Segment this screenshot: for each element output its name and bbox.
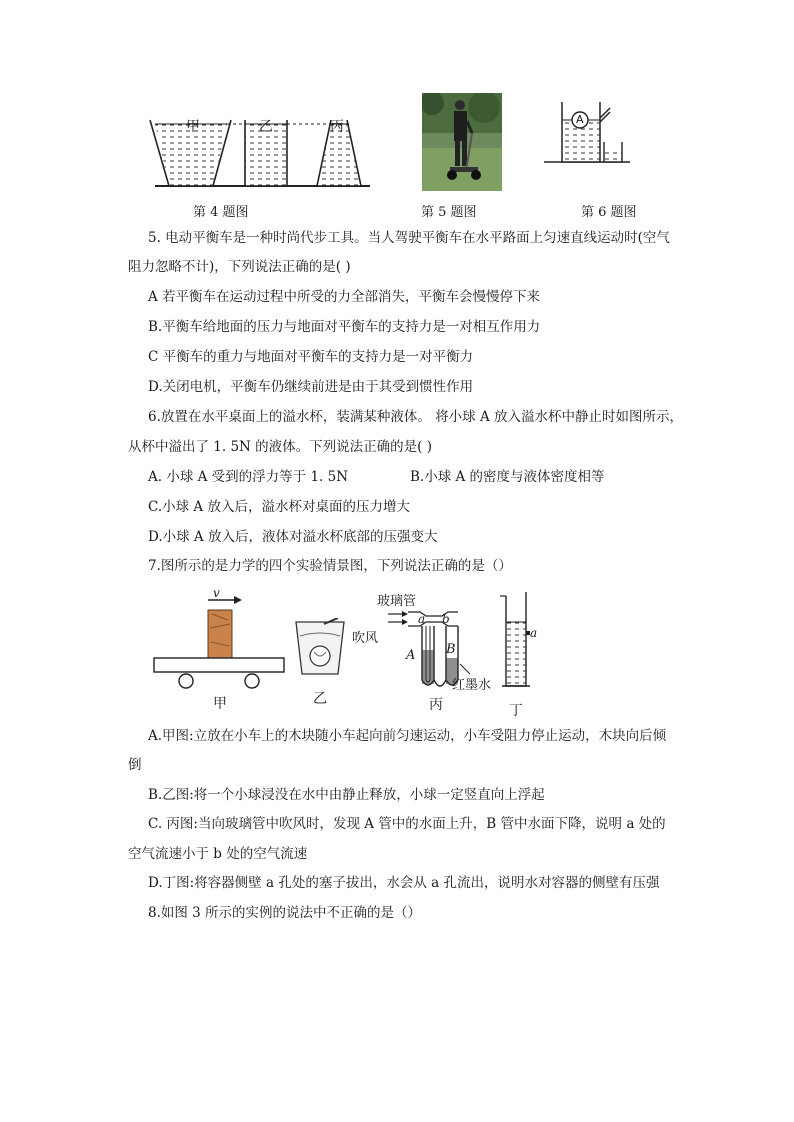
q5-option-d: D.关闭电机，平衡车仍继续前进是由于其受到惯性作用 xyxy=(148,379,474,395)
fig6-caption: 第 6 题图 xyxy=(581,205,637,220)
fig5-caption: 第 5 题图 xyxy=(421,205,477,220)
blow-label: 吹风 xyxy=(352,631,379,646)
figure-6-overflow-cup xyxy=(540,96,632,166)
label-yi-fig4: 乙 xyxy=(259,119,273,135)
q6-option-a: A. 小球 A 受到的浮力等于 1. 5N xyxy=(148,469,349,485)
q7-option-c-line2: 空气流速小于 b 处的空气流速 xyxy=(128,846,308,862)
label-bing-fig4: 丙 xyxy=(330,119,344,135)
label-jia-fig7: 甲 xyxy=(213,696,227,712)
red-ink-label: 红墨水 xyxy=(452,678,492,693)
q7-option-a-line2: 倒 xyxy=(128,757,142,773)
q6-option-b: B.小球 A 的密度与液体密度相等 xyxy=(410,469,605,485)
q7-option-c-line1: C. 丙图:当向玻璃管中吹风时，发现 A 管中的水面上升，B 管中水面下降，说明 a 处的 xyxy=(148,816,666,832)
q5-option-b: B.平衡车给地面的压力与地面对平衡车的支持力是一对相互作用力 xyxy=(148,319,541,335)
q7-fig-cylinder xyxy=(498,590,538,700)
b-label: b xyxy=(442,612,450,626)
q7-option-a-line1: A.甲图:立放在小车上的木块随小车起向前匀速运动，小车受阻力停止运动，木块向后倾 xyxy=(148,728,667,744)
ball-a-label: A xyxy=(576,113,584,126)
q5-option-a: A 若平衡车在运动过程中所受的力全部消失，平衡车会慢慢停下来 xyxy=(148,289,541,305)
A-label: A xyxy=(406,648,416,663)
q7-stem: 7.图所示的是力学的四个实验情景图，下列说法正确的是（） xyxy=(148,558,512,574)
q5-option-c: C 平衡车的重力与地面对平衡车的支持力是一对平衡力 xyxy=(148,349,474,365)
q7-fig-cart xyxy=(150,590,290,692)
label-bing-fig7: 丙 xyxy=(429,697,443,713)
q6-stem-line2: 从杯中溢出了 1. 5N 的液体。下列说法正确的是( ) xyxy=(128,439,432,455)
q5-stem-line2: 阻力忽略不计)，下列说法正确的是( ) xyxy=(128,259,351,275)
q6-option-c: C.小球 A 放入后，溢水杯对桌面的压力增大 xyxy=(148,499,410,515)
label-yi-fig7: 乙 xyxy=(313,691,327,707)
label-ding-fig7: 丁 xyxy=(509,703,523,719)
glass-tube-label: 玻璃管 xyxy=(377,594,417,609)
q7-fig-glass xyxy=(292,618,348,678)
q8-stem: 8.如图 3 所示的实例的说法中不正确的是（） xyxy=(148,905,422,921)
figure-5-photo xyxy=(422,93,502,191)
q6-stem-line1: 6.放置在水平桌面上的溢水杯，装满某种液体。 将小球 A 放入溢水杯中静止时如图所示， xyxy=(148,409,684,425)
fig4-caption: 第 4 题图 xyxy=(193,205,249,220)
q7-option-b: B.乙图:将一个小球浸没在水中由静止释放，小球一定竖直向上浮起 xyxy=(148,787,545,803)
velocity-label: v xyxy=(213,586,220,600)
q6-option-d: D.小球 A 放入后，液体对溢水杯底部的压强变大 xyxy=(148,529,438,545)
q7-option-d: D.丁图:将容器侧壁 a 孔处的塞子拔出，水会从 a 孔流出，说明水对容器的侧壁有压强 xyxy=(148,875,660,891)
B-label: B xyxy=(446,642,456,657)
label-jia-fig4: 甲 xyxy=(186,119,200,135)
q5-stem-line1: 5. 电动平衡车是一种时尚代步工具。当人驾驶平衡车在水平路面上匀速直线运动时(空气 xyxy=(148,230,670,246)
side-a-label: a xyxy=(530,626,538,640)
a-label: a xyxy=(418,612,426,626)
